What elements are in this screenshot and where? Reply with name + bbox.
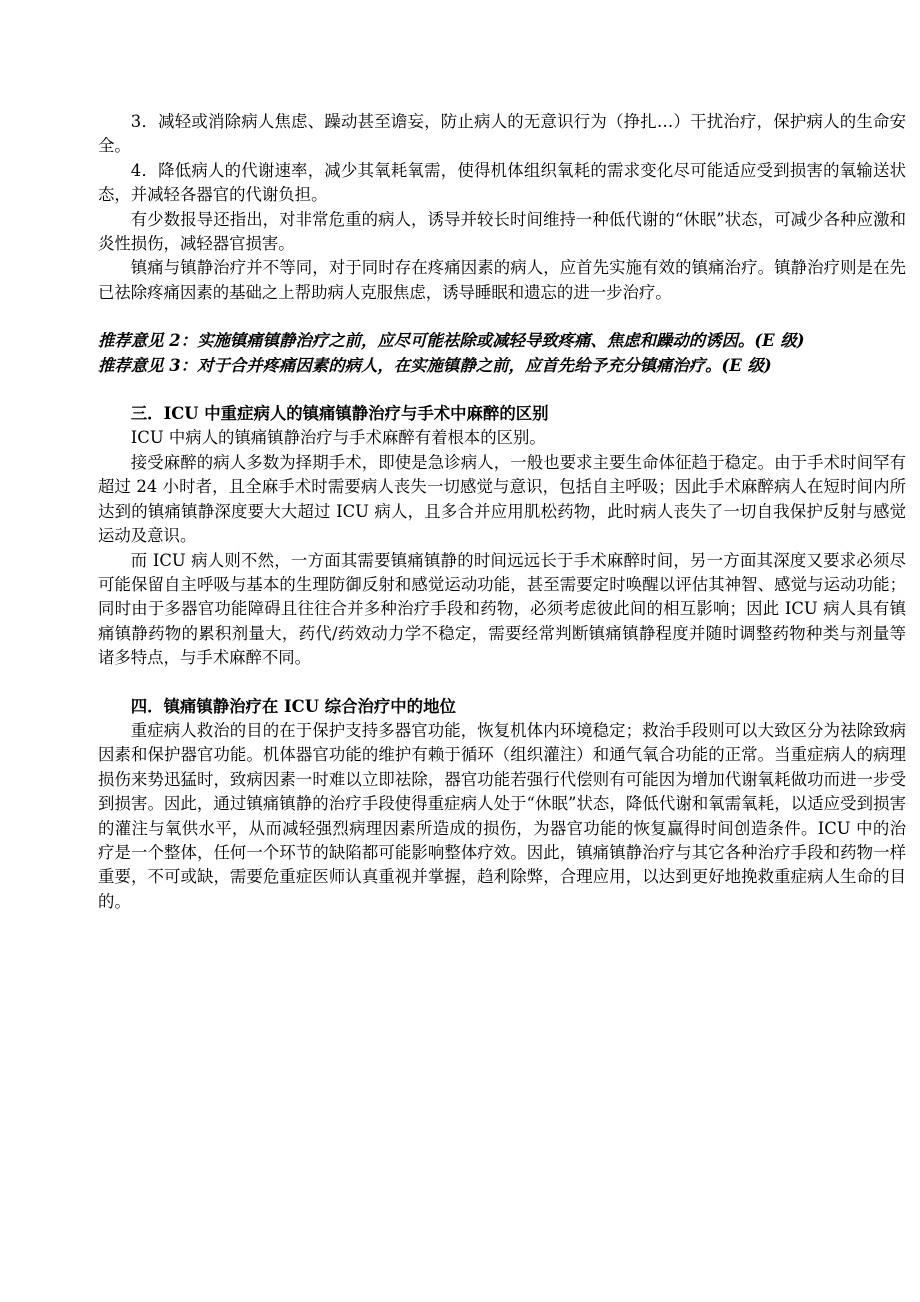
- section-3-paragraph-3: 而 ICU 病人则不然，一方面其需要镇痛镇静的时间远远长于手术麻醉时间，另一方面其深度又要求必须尽可能保留自主呼吸与基本的生理防御反射和感觉运动功能，甚至需要定时唤醒以评估其神智、感觉与运动功能；同时由于多器官功能障碍且往往合并多种治疗手段和药物，必须考虑彼此间的相互影响；因此 ICU 病人具有镇痛镇静药物的累积剂量大，药代/药效动力学不稳定，需要经常判断镇痛镇静程度并随时调整药物种类与剂量等诸多特点，与手术麻醉不同。: [98, 550, 906, 668]
- section-3-heading: 三．ICU 中重症病人的镇痛镇静治疗与手术中麻醉的区别: [130, 404, 549, 424]
- intro-paragraph-analgesia-vs-sedation: 镇痛与镇静治疗并不等同，对于同时存在疼痛因素的病人，应首先实施有效的镇痛治疗。镇静治疗则是在先已祛除疼痛因素的基础之上帮助病人克服焦虑，诱导睡眠和遗忘的进一步治疗。: [98, 258, 906, 302]
- section-4-heading: 四．镇痛镇静治疗在 ICU 综合治疗中的地位: [130, 696, 456, 716]
- section-3-paragraph-2: 接受麻醉的病人多数为择期手术，即使是急诊病人，一般也要求主要生命体征趋于稳定。由于手术时间罕有超过 24 小时者，且全麻手术时需要病人丧失一切感觉与意识，包括自主呼吸；因此手术麻醉病人在短时间内所达到的镇痛镇静深度要大大超过 ICU 病人，且多合并应用肌松药物，此时病人丧失了一切自我保护反射与感觉运动及意识。: [98, 452, 906, 546]
- spacer: [98, 671, 906, 695]
- section-3-paragraph-1: ICU 中病人的镇痛镇静治疗与手术麻醉有着根本的区别。: [130, 428, 546, 448]
- spacer: [98, 378, 906, 402]
- document-page: [98, 110, 906, 914]
- recommendation-2: 推荐意见 2：实施镇痛镇静治疗之前，应尽可能祛除或减轻导致疼痛、焦虑和躁动的诱因。(E 级): [98, 331, 805, 351]
- intro-paragraph-hibernation: 有少数报导还指出，对非常危重的病人，诱导并较长时间维持一种低代谢的“休眠”状态，可减少各种应激和炎性损伤，减轻器官损害。: [98, 209, 906, 254]
- intro-paragraph-4: 4．降低病人的代谢速率，减少其氧耗氧需，使得机体组织氧耗的需求变化尽可能适应受到损害的氧输送状态，并减轻各器官的代谢负担。: [98, 160, 906, 205]
- spacer: [98, 305, 906, 329]
- recommendation-3: 推荐意见 3：对于合并疼痛因素的病人，在实施镇静之前，应首先给予充分镇痛治疗。(E 级): [98, 355, 772, 375]
- section-4-paragraph-1: 重症病人救治的目的在于保护支持多器官功能，恢复机体内环境稳定；救治手段则可以大致区分为祛除致病因素和保护器官功能。机体器官功能的维护有赖于循环（组织灌注）和通气氧合功能的正常。当重症病人的病理损伤来势迅猛时，致病因素一时难以立即祛除，器官功能若强行代偿则有可能因为增加代谢氧耗做功而进一步受到损害。因此，通过镇痛镇静的治疗手段使得重症病人处于“休眠”状态，降低代谢和氧需氧耗，以适应受到损害的灌注与氧供水平，从而减轻强烈病理因素所造成的损伤，为器官功能的恢复赢得时间创造条件。ICU 中的治疗是一个整体，任何一个环节的缺陷都可能影响整体疗效。因此，镇痛镇静治疗与其它各种治疗手段和药物一样重要，不可或缺，需要危重症医师认真重视并掌握，趋利除弊，合理应用，以达到更好地挽救重症病人生命的目的。: [98, 720, 906, 911]
- intro-paragraph-3: 3．减轻或消除病人焦虑、躁动甚至谵妄，防止病人的无意识行为（挣扎…）干扰治疗，保护病人的生命安全。: [98, 112, 906, 156]
